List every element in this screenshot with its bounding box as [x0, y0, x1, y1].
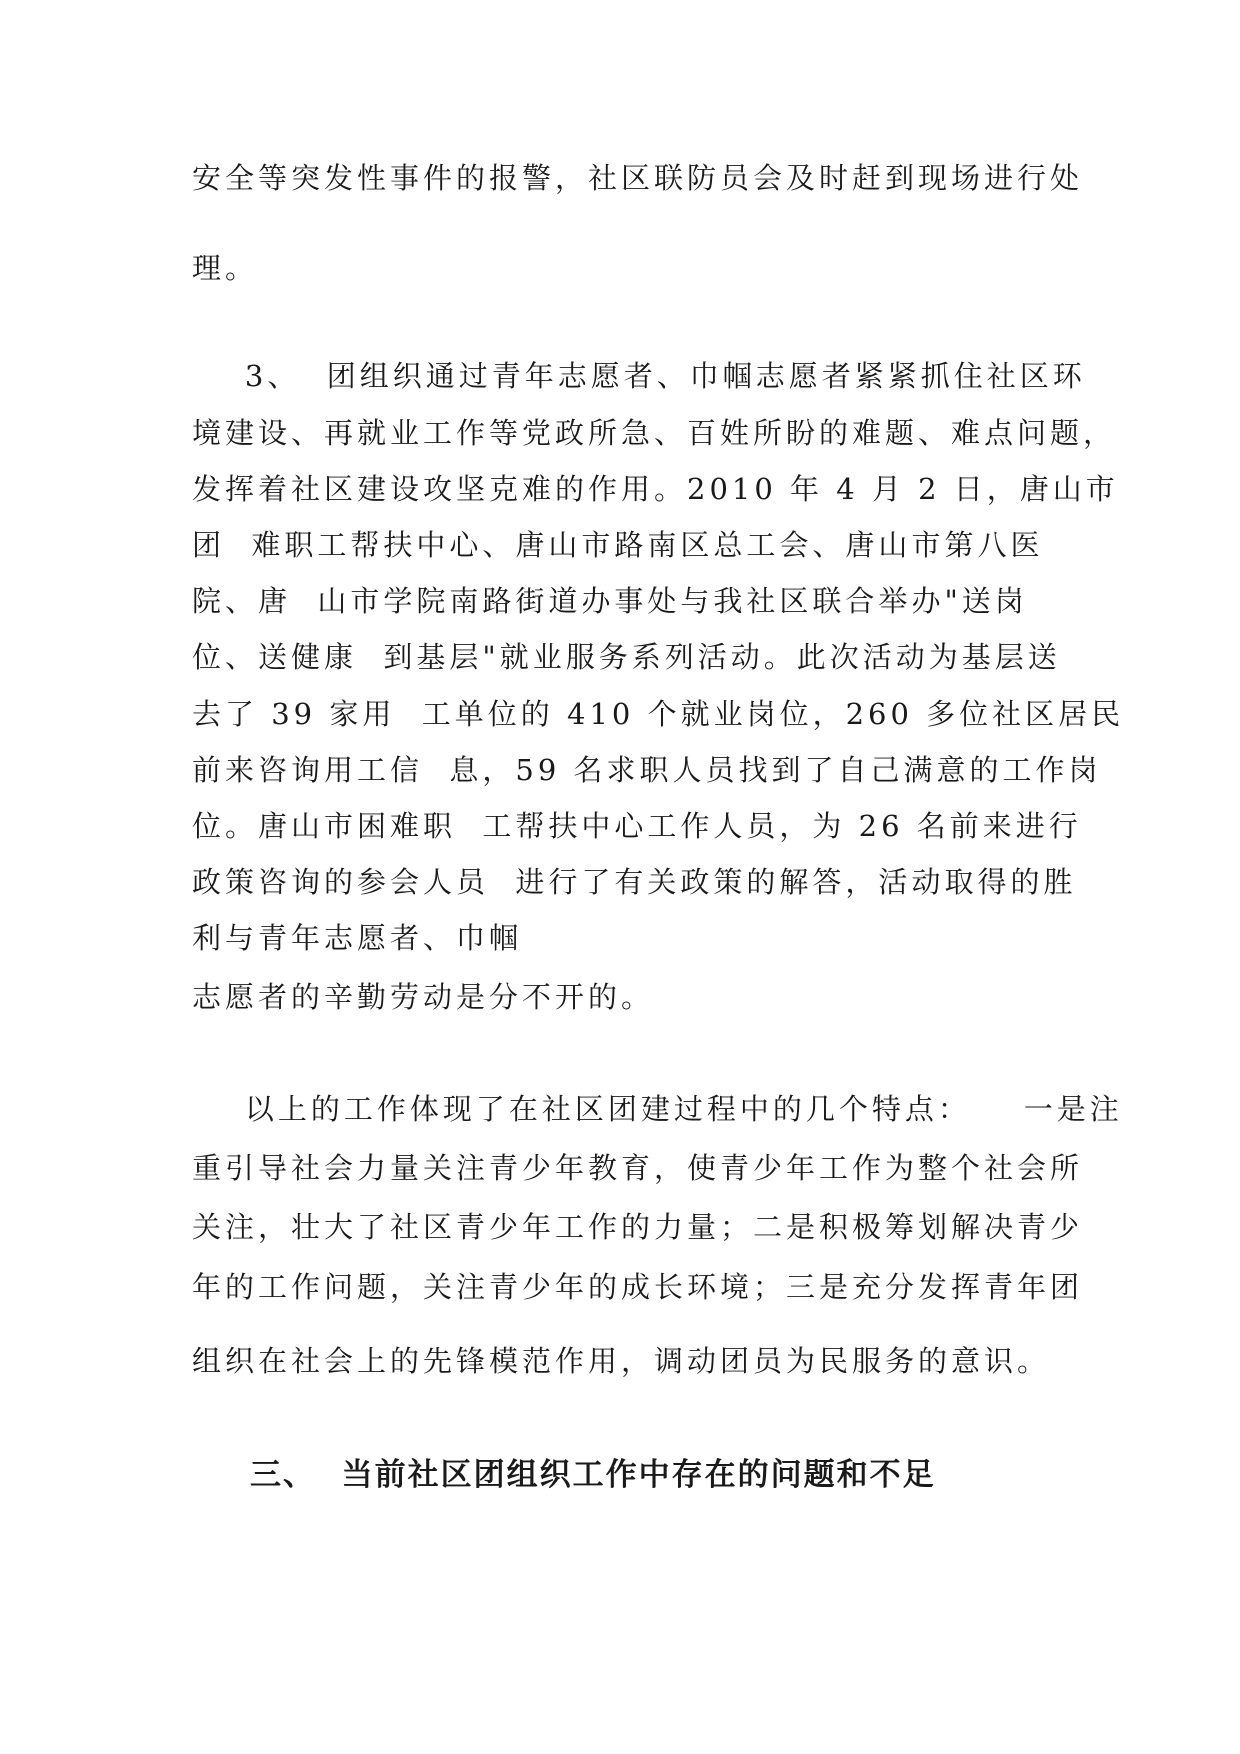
text-line: 前来咨询用工信 息，59 名求职人员找到了自己满意的工作岗: [192, 753, 1102, 787]
text-line: 政策咨询的参会人员 进行了有关政策的解答，活动取得的胜: [192, 865, 1077, 899]
text-line: 团 难职工帮扶中心、唐山市路南区总工会、唐山市第八医: [192, 528, 1044, 562]
text-line: 以上的工作体现了在社区团建过程中的几个特点： 一是注: [192, 1092, 1123, 1126]
text-line: 利与青年志愿者、巾帼: [192, 921, 523, 955]
text-line: 境建设、再就业工作等党政所急、百姓所盼的难题、难点问题，: [192, 416, 1117, 450]
text-line: 位。唐山市困难职 工帮扶中心工作人员，为 26 名前来进行: [192, 809, 1082, 843]
text-line: 3、 团组织通过青年志愿者、巾帼志愿者紧紧抓住社区环: [192, 359, 1086, 393]
text-line: 发挥着社区建设攻坚克难的作用。2010 年 4 月 2 日，唐山市: [192, 472, 1119, 506]
section-heading: 三、 当前社区团组织工作中存在的问题和不足: [250, 1457, 936, 1493]
text-line: 重引导社会力量关注青少年教育，使青少年工作为整个社会所: [192, 1151, 1084, 1185]
text-line: 关注，壮大了社区青少年工作的力量；二是积极筹划解决青少: [192, 1210, 1084, 1244]
text-line: 组织在社会上的先锋模范作用，调动团员为民服务的意识。: [192, 1344, 1051, 1378]
text-line: 理。: [192, 251, 259, 285]
text-line: 志愿者的辛勤劳动是分不开的。: [192, 980, 655, 1014]
text-line: 位、送健康 到基层"就业服务系列活动。此次活动为基层送: [192, 640, 1061, 674]
text-line: 去了 39 家用 工单位的 410 个就业岗位，260 多位社区居民: [192, 697, 1125, 731]
text-line: 院、唐 山市学院南路街道办事处与我社区联合举办"送岗: [192, 584, 1028, 618]
text-line: 安全等突发性事件的报警，社区联防员会及时赶到现场进行处: [192, 161, 1084, 195]
text-line: 年的工作问题，关注青少年的成长环境；三是充分发挥青年团: [192, 1270, 1084, 1304]
